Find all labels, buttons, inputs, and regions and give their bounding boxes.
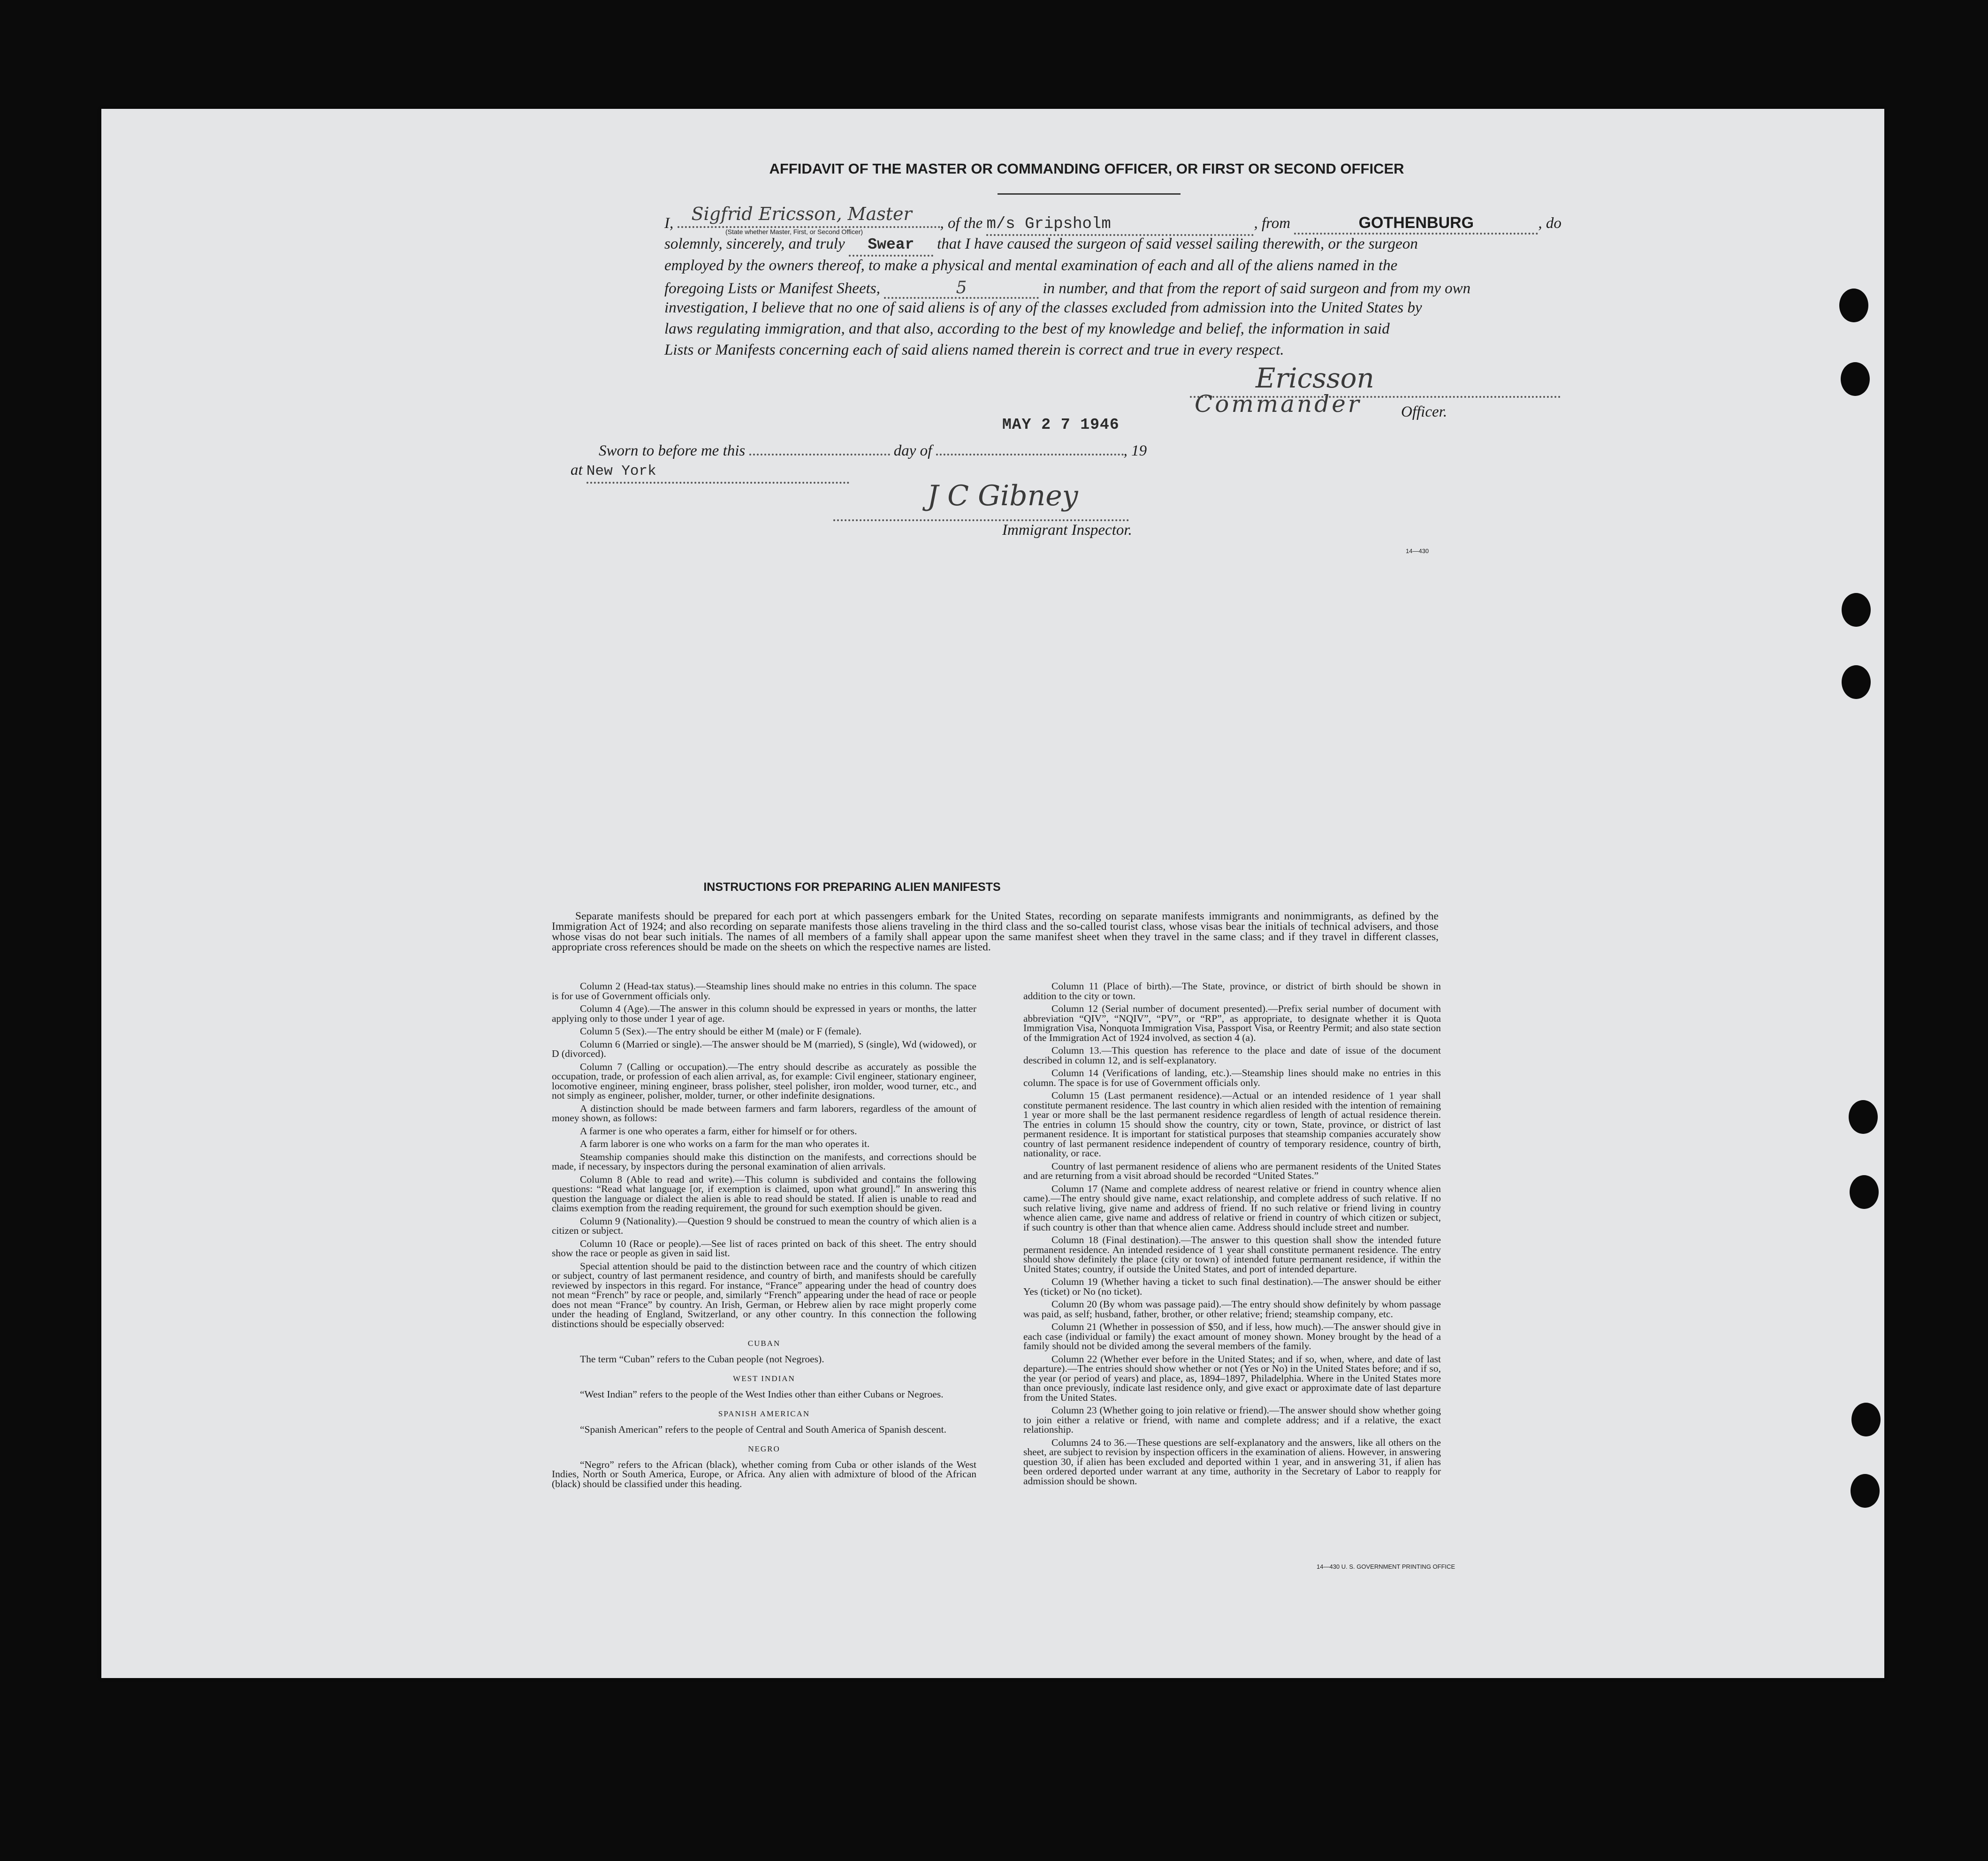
of-the-label: , of the — [940, 215, 983, 232]
port-field: GOTHENBURG — [1294, 214, 1538, 235]
instruction-paragraph: Column 11 (Place of birth).—The State, province, or district of birth should be shown in addition to the city or town. — [1023, 980, 1441, 1002]
in-number-text: in number, and that from the report of said surgeon and from my own — [1043, 280, 1471, 297]
instructions-title: INSTRUCTIONS FOR PREPARING ALIEN MANIFESTS — [703, 881, 1001, 894]
instruction-paragraph: A farmer is one who operates a farm, either for himself or for others. — [580, 1125, 857, 1137]
instruction-paragraph: The term “Cuban” refers to the Cuban people (not Negroes). — [580, 1353, 824, 1365]
instruction-paragraph: Column 18 (Final destination).—The answer to this question shall show the intended future permanent residence. An intended residence of 1 year shall constitute permanent residence. The entry should show definitely the place (city or town) of intended future permanent residence, if within the United States; country, if outside the United States, and port of intended departure. — [1023, 1234, 1441, 1275]
inspector-label: Immigrant Inspector. — [1002, 522, 1132, 539]
form-number: 14—430 — [1406, 547, 1429, 555]
binder-hole — [1850, 1175, 1879, 1209]
instructions-right-column — [1023, 981, 1441, 1489]
instruction-paragraph: Column 7 (Calling or occupation).—The entry should describe as accurately as possible the occupation, trade, or profession of each alien arrival, as, for example: Civil engineer, stationary engineer, locomotive engineer, mining engineer, brass polisher, steel polisher, iron molder, wood turner, etc., and not simply as engineer, polisher, molder, turner, or other indefinite designations. — [552, 1061, 976, 1101]
date-stamp: MAY 2 7 1946 — [1002, 416, 1120, 433]
instruction-paragraph: Column 9 (Nationality).—Question 9 should be construed to mean the country of which alien is a citizen or subject. — [552, 1215, 976, 1236]
inspector-line — [833, 519, 1129, 521]
instruction-paragraph: Column 13.—This question has reference to the place and date of issue of the document described in column 12, and is self-explanatory. — [1023, 1045, 1441, 1066]
instruction-paragraph: “Spanish American” refers to the people of Central and South America of Spanish descent. — [580, 1423, 946, 1435]
binder-hole — [1842, 665, 1871, 699]
intro-paragraph: Separate manifests should be prepared for each port at which passengers embark for the United States, recording on separate manifests immigrants and nonimmigrants, as defined by the Immigration Act of 1924; and also recording on separate manifests those aliens traveling in the third class and the so-called tourist class, whose visas bear the initials of technical advisers, and those whose visas do not bear such initials. The names of all members of a family shall appear upon the same manifest sheet when they travel in the same class; and if they travel in different classes, appropriate cross references should be made on the sheets on which the respective names are listed. — [552, 910, 1439, 953]
master-name-field — [678, 204, 940, 228]
officer-title-handwriting: Commander — [1195, 390, 1362, 418]
inspector-signature: J C Gibney — [927, 479, 1078, 512]
instruction-paragraph: Column 4 (Age).—The answer in this column should be expressed in years or months, the latter applying only to those under 1 year of age. — [552, 1003, 976, 1024]
swear-field: Swear — [849, 236, 933, 257]
affidavit-title: AFFIDAVIT OF THE MASTER OR COMMANDING OFFICER, OR FIRST OR SECOND OFFICER — [769, 160, 1404, 177]
binder-hole — [1842, 593, 1871, 627]
vessel-field: m/s Gripsholm — [986, 215, 1254, 236]
binder-hole — [1839, 289, 1868, 322]
instruction-paragraph: Column 22 (Whether ever before in the United States; and if so, when, where, and date of last departure).—The entries should show whether or not (Yes or No) in the United States before; and if so, the year (or period of years) and place, as, 1894–1897, Philadelphia. Where in the United States more than once previously, indicate last residence only, and give exact or approximate date of last departure from the United States. — [1023, 1353, 1441, 1403]
sworn-day-field — [749, 435, 890, 456]
instruction-paragraph: Column 23 (Whether going to join relative or friend).—The answer should show whether going to join either a relative or friend, with name and complete address; and if a relative, the exact relationship. — [1023, 1405, 1441, 1435]
instructions-intro — [552, 911, 1439, 955]
sworn-month-field — [936, 435, 1124, 456]
instruction-paragraph: Column 12 (Serial number of document presented).—Prefix serial number of document with abbreviation “QIV”, “NQIV”, “PV”, or “RP”, as appropriate, to designate whether it is Quota Immigration Visa, Nonquota Immigration Visa, Passport Visa, or Reentry Permit; and also state section of the Immigration Act of 1924 involved, as section 4 (a). — [1023, 1003, 1441, 1043]
lists-label: foregoing Lists or Manifest Sheets, — [664, 280, 880, 297]
instructions-left-column — [552, 981, 976, 1492]
binder-hole — [1849, 1100, 1878, 1134]
binder-hole — [1851, 1474, 1880, 1508]
year-label: , 19 — [1123, 442, 1147, 459]
officer-signature: Ericsson — [1256, 362, 1374, 394]
instruction-paragraph: Steamship companies should make this distinction on the manifests, and corrections should be made, if necessary, by inspectors during the personal examination of alien arrivals. — [552, 1151, 976, 1172]
race-heading: NEGRO — [748, 1444, 780, 1453]
binder-hole — [1841, 362, 1870, 396]
sheets-count-field: 5 — [884, 278, 1039, 299]
instruction-paragraph: Columns 24 to 36.—These questions are self-explanatory and the answers, like all others on the sheet, are subject to revision by inspection officers in the examination of aliens. However, in answering question 30, if alien has been excluded and deported within 1 year, and in answering 31, if alien has been ordered deported under warrant at any time, authority in the Secretary of Labor to reapply for admission should be shown. — [1023, 1436, 1441, 1487]
race-heading: WEST INDIAN — [733, 1374, 795, 1383]
instruction-paragraph: A distinction should be made between farmers and farm laborers, regardless of the amount of money shown, as follows: — [552, 1102, 976, 1124]
instruction-paragraph: Column 15 (Last permanent residence).—Actual or an intended residence of 1 year shall constitute permanent residence. The last country in which alien resided with the intention of remaining 1 year or more shall be the last permanent residence regardless of length of actual residence therein. The entries in column 15 should show the country, city or town, State, province, or district of last permanent residence. It is important for statistical purposes that steamship companies accurately show country of last permanent residence independent of country of temporary residence, country of birth, nationality, or race. — [1023, 1090, 1441, 1159]
document-sheet — [101, 109, 1884, 1678]
instruction-paragraph: Column 6 (Married or single).—The answer should be M (married), S (single), Wd (widowed), or D (divorced). — [552, 1038, 976, 1059]
title-rule — [998, 193, 1181, 195]
race-heading: CUBAN — [747, 1339, 781, 1348]
at-label: at — [571, 462, 583, 479]
instruction-paragraph: A farm laborer is one who works on a farm for the man who operates it. — [580, 1138, 870, 1149]
i-label: I, — [664, 215, 674, 232]
master-name-handwriting: Sigfrid Ericsson, Master — [691, 204, 912, 224]
instruction-paragraph: Column 10 (Race or people).—See list of races printed on back of this sheet. The entry should show the race or people as given in said list. — [552, 1238, 976, 1259]
sworn-line — [599, 435, 1147, 460]
affidavit-line-4 — [664, 278, 1470, 299]
instruction-paragraph: “West Indian” refers to the people of the West Indies other than either Cubans or Negroes. — [580, 1388, 944, 1400]
instruction-paragraph: Column 5 (Sex).—The entry should be either M (male) or F (female). — [580, 1025, 862, 1037]
instruction-paragraph: Column 14 (Verifications of landing, etc.).—Steamship lines should make no entries in this column. The space is for use of Government officials only. — [1023, 1067, 1441, 1088]
sworn-label: Sworn to before me this — [599, 442, 746, 459]
affidavit-line-7: Lists or Manifests concerning each of said aliens named therein is correct and true in every respect. — [664, 342, 1284, 358]
affidavit-line-5: investigation, I believe that no one of said aliens is of any of the classes excluded from admission into the United States by — [664, 299, 1422, 316]
instruction-paragraph: Special attention should be paid to the distinction between race and the country of which citizen or subject, country of last permanent residence, and country of birth, and manifests should be carefully reviewed by inspectors in this regard. For instance, “France” appearing under the head of country does not mean “French” by race or people, and, similarly “French” appearing under the head of race or people does not mean “France” by country. An Irish, German, or Hebrew alien by race might properly come under the heading of England, Switzerland, or any other country. In this connection the following distinctions should be especially observed: — [552, 1260, 976, 1329]
officer-label: Officer. — [1401, 403, 1447, 420]
place-line — [571, 462, 849, 484]
instruction-paragraph: Column 20 (By whom was passage paid).—The entry should show definitely by whom passage was paid, as self; husband, father, brother, or other relative; friend; steamship company, etc. — [1023, 1299, 1441, 1320]
gpo-imprint: 14—430 U. S. GOVERNMENT PRINTING OFFICE — [1317, 1563, 1455, 1570]
instruction-paragraph: Column 17 (Name and complete address of nearest relative or friend in country whence alien came).—The entry should give name, exact relationship, and complete address of such relative. If no such relative living, give name and address of friend. If no such relative or friend living in country whence alien came, give name and address of relative or friend in country of which citizen or subject, if such country is other than that whence alien came. Address should include street and number. — [1023, 1183, 1441, 1233]
binder-hole — [1851, 1403, 1881, 1436]
instruction-paragraph: “Negro” refers to the African (black), whether coming from Cuba or other islands of the West Indies, North or South America, Europe, or Africa. Any alien with admixture of blood of the African (black) should be classified under this heading. — [552, 1458, 976, 1489]
day-of-label: day of — [893, 442, 932, 459]
race-heading: SPANISH AMERICAN — [718, 1409, 810, 1418]
do-label: , do — [1538, 215, 1561, 232]
instruction-paragraph: Column 2 (Head-tax status).—Steamship lines should make no entries in this column. The space is for use of Government officials only. — [552, 980, 976, 1002]
affidavit-line-6: laws regulating immigration, and that also, according to the best of my knowledge and belief, the information in said — [664, 320, 1390, 337]
surgeon-text: that I have caused the surgeon of said vessel sailing therewith, or the surgeon — [937, 235, 1418, 252]
affidavit-line-3: employed by the owners thereof, to make a physical and mental examination of each and all of the aliens named in the — [664, 257, 1398, 274]
instruction-paragraph: Column 19 (Whether having a ticket to such final destination).—The answer should be either Yes (ticket) or No (no ticket). — [1023, 1276, 1441, 1297]
from-label: , from — [1254, 215, 1291, 232]
solemnly-label: solemnly, sincerely, and truly — [664, 235, 845, 252]
affidavit-line-2 — [664, 235, 1418, 257]
instruction-paragraph: Column 21 (Whether in possession of $50, and if less, how much).—The answer should give in each case (individual or family) the exact amount of money shown. Money brought by the head of a family should not be divided among the several members of the family. — [1023, 1321, 1441, 1352]
place-field: New York — [586, 463, 849, 484]
instruction-paragraph: Country of last permanent residence of aliens who are permanent residents of the United States and are returning from a visit abroad should be recorded “United States.” — [1023, 1160, 1441, 1181]
instruction-paragraph: Column 8 (Able to read and write).—This column is subdivided and contains the following questions: “Read what language [or, if exemption is claimed, upon what ground].” In answering this question the language or dialect the alien is able to read should be stated. If alien is unable to read and claims exemption from the reading requirement, the ground for such exemption should be given. — [552, 1173, 976, 1214]
officer-note: (State whether Master, First, or Second Officer) — [725, 228, 863, 235]
